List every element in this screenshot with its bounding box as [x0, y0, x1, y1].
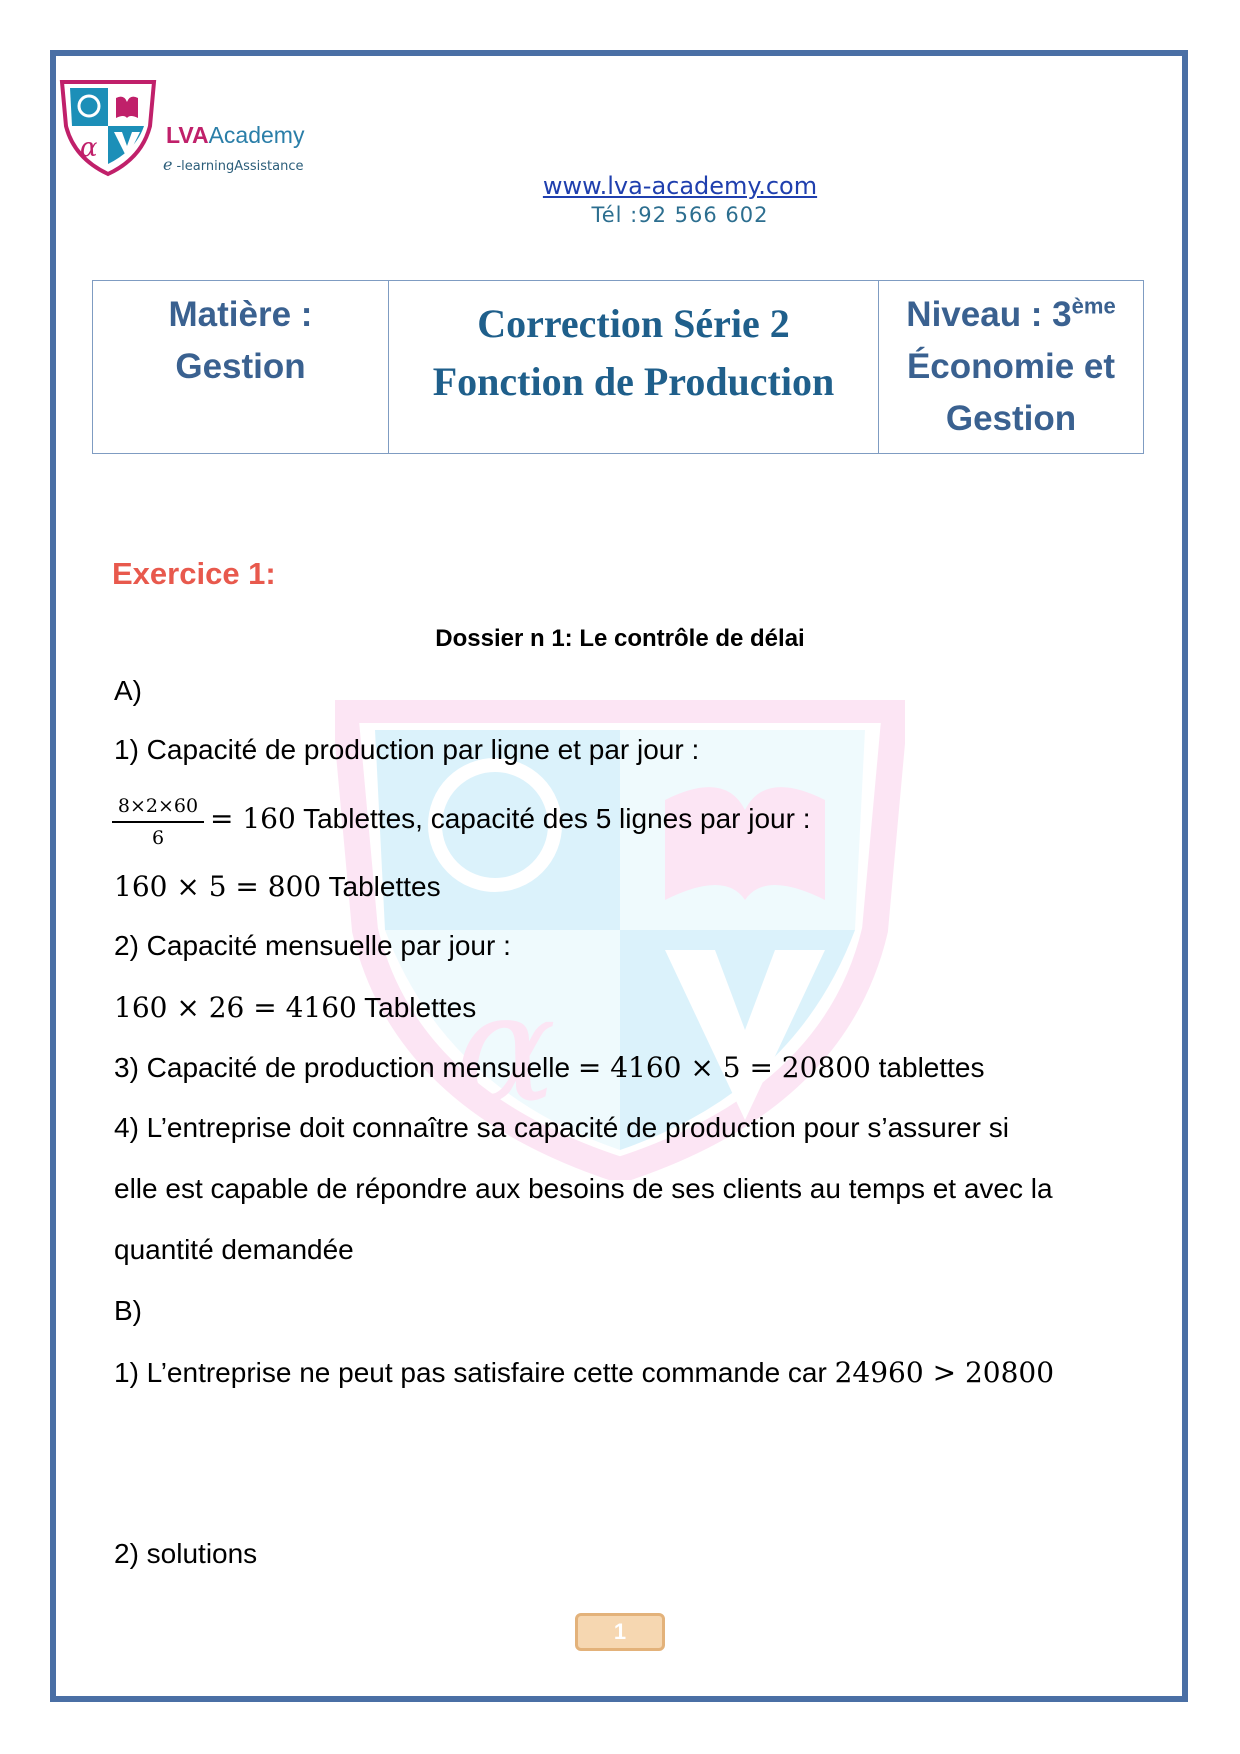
subject-value: Gestion [175, 347, 306, 386]
part-b-label: B) [114, 1295, 142, 1326]
level-cell [879, 281, 1143, 453]
academy-logo [58, 78, 338, 178]
question-2-text: 2) Capacité mensuelle par jour : [114, 930, 511, 961]
document-subtitle: Fonction de Production [432, 359, 835, 404]
level-line-2: Économie et [906, 347, 1116, 386]
question-1-line-2: 160 × 5 = 800 Tablettes [114, 870, 441, 903]
part-b-question-2: 2) solutions [114, 1538, 258, 1569]
document-title: Correction Série 2 [477, 301, 790, 346]
header-table [92, 280, 1144, 454]
question-4-line-1: 4) L’entreprise doit connaître sa capacité de production pour s’assurer si [114, 1112, 1009, 1143]
logo-title: LVAAcademy [166, 122, 305, 148]
svg-text:α: α [80, 133, 98, 163]
level-label: Niveau : 3ème [906, 293, 1116, 334]
svg-text:α: α [455, 962, 557, 1136]
phone-number: Tél :92 566 602 [591, 203, 769, 227]
fraction-denominator: 6 [151, 827, 165, 849]
subject-label: Matière : [168, 295, 313, 334]
question-1-result: = 160 Tablettes, capacité des 5 lignes par jour : [210, 802, 811, 835]
exercise-title: Exercice 1: [112, 556, 276, 591]
part-a-label: A) [114, 675, 142, 706]
part-b-question-1: 1) L’entreprise ne peut pas satisfaire cette commande car 24960 > 20800 [114, 1356, 1055, 1389]
fraction-numerator: 8×2×60 [112, 795, 204, 823]
level-line-3: Gestion [945, 399, 1077, 438]
shield-logo-icon [58, 78, 158, 178]
question-4-line-3: quantité demandée [114, 1234, 354, 1265]
question-3: 3) Capacité de production mensuelle = 4160 × 5 = 20800 tablettes [114, 1051, 985, 1084]
page-number: 1 [575, 1613, 665, 1651]
subject-cell [93, 281, 389, 453]
question-1-text: 1) Capacité de production par ligne et par jour : [114, 734, 700, 765]
fraction [112, 795, 204, 849]
question-4-line-2: elle est capable de répondre aux besoins de ses clients au temps et avec la [114, 1173, 1053, 1204]
website-link[interactable]: www.lva-academy.com [542, 172, 818, 200]
question-2-result: 160 × 26 = 4160 Tablettes [114, 991, 477, 1024]
dossier-title: Dossier n 1: Le contrôle de délai [435, 625, 805, 652]
title-cell [389, 281, 879, 453]
logo-tagline: e -learningAssistance [163, 155, 304, 174]
